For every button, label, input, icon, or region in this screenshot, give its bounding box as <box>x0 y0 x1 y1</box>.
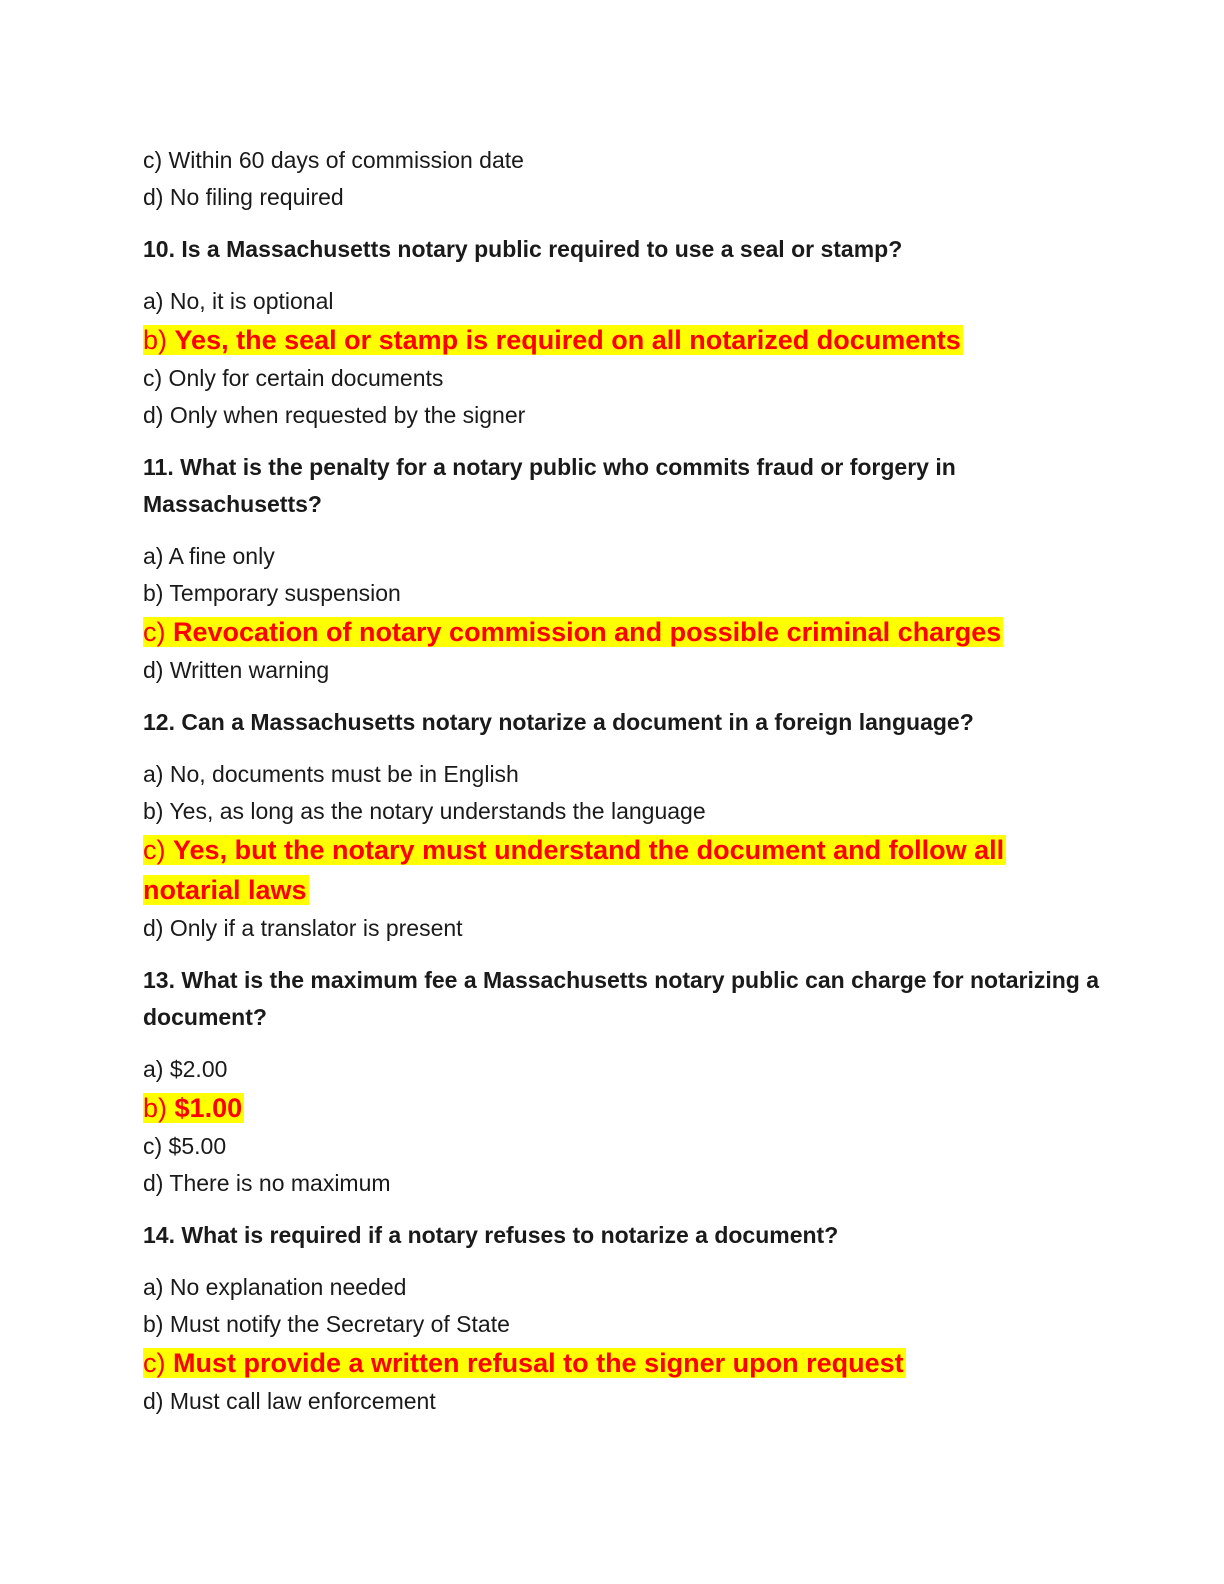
q11-correct-answer <box>143 612 1103 652</box>
q14-option-a: a) No explanation needed <box>143 1274 407 1300</box>
q12-correct-answer <box>143 830 1103 910</box>
q12-option-d: d) Only if a translator is present <box>143 915 463 941</box>
q10-option-d: d) Only when requested by the signer <box>143 402 526 428</box>
answer-text: $1.00 <box>174 1093 243 1123</box>
answer-text: Revocation of notary commission and possible criminal charges <box>173 617 1002 647</box>
q10-option-a: a) No, it is optional <box>143 288 334 314</box>
q12-option-a: a) No, documents must be in English <box>143 761 519 787</box>
q10-option-c: c) Only for certain documents <box>143 365 444 391</box>
answer-text: Yes, but the notary must understand the document and follow all notarial laws <box>143 835 1005 905</box>
answer-text: Yes, the seal or stamp is required on all notarized documents <box>174 325 961 355</box>
answer-letter: b) <box>143 325 168 355</box>
question-block-12 <box>143 704 1103 947</box>
q14-correct-answer <box>143 1343 1103 1383</box>
question-14-text: 14. What is required if a notary refuses to notarize a document? <box>143 1222 839 1248</box>
q11-option-b: b) Temporary suspension <box>143 580 401 606</box>
answer-highlight <box>143 617 1003 647</box>
answer-highlight <box>143 1093 244 1123</box>
answer-letter: c) <box>143 835 166 865</box>
q13-correct-answer <box>143 1088 1103 1128</box>
question-block-14 <box>143 1217 1103 1420</box>
answer-letter: c) <box>143 1348 166 1378</box>
q14-option-b: b) Must notify the Secretary of State <box>143 1311 510 1337</box>
answer-highlight <box>143 835 1006 905</box>
answer-highlight <box>143 1348 906 1378</box>
question-block-11 <box>143 449 1103 689</box>
q11-option-d: d) Written warning <box>143 657 330 683</box>
question-block-13 <box>143 962 1103 1202</box>
q10-correct-answer <box>143 320 1103 360</box>
answer-text: Must provide a written refusal to the signer upon request <box>173 1348 904 1378</box>
question-10-text: 10. Is a Massachusetts notary public required to use a seal or stamp? <box>143 236 903 262</box>
q9-option-d: d) No filing required <box>143 184 344 210</box>
answer-highlight <box>143 325 963 355</box>
q14-option-d: d) Must call law enforcement <box>143 1388 436 1414</box>
q13-option-d: d) There is no maximum <box>143 1170 391 1196</box>
q9-option-c: c) Within 60 days of commission date <box>143 147 524 173</box>
question-13-text: 13. What is the maximum fee a Massachusetts notary public can charge for notarizing a document? <box>143 967 1100 1030</box>
answer-letter: b) <box>143 1093 168 1123</box>
q13-option-a: a) $2.00 <box>143 1056 228 1082</box>
question-12-text: 12. Can a Massachusetts notary notarize a document in a foreign language? <box>143 709 974 735</box>
document-page <box>143 142 1103 1420</box>
answer-letter: c) <box>143 617 166 647</box>
q12-option-b: b) Yes, as long as the notary understands the language <box>143 798 706 824</box>
q11-option-a: a) A fine only <box>143 543 275 569</box>
question-block-10 <box>143 231 1103 434</box>
question-11-text: 11. What is the penalty for a notary public who commits fraud or forgery in Massachusetts? <box>143 454 956 517</box>
q13-option-c: c) $5.00 <box>143 1133 227 1159</box>
